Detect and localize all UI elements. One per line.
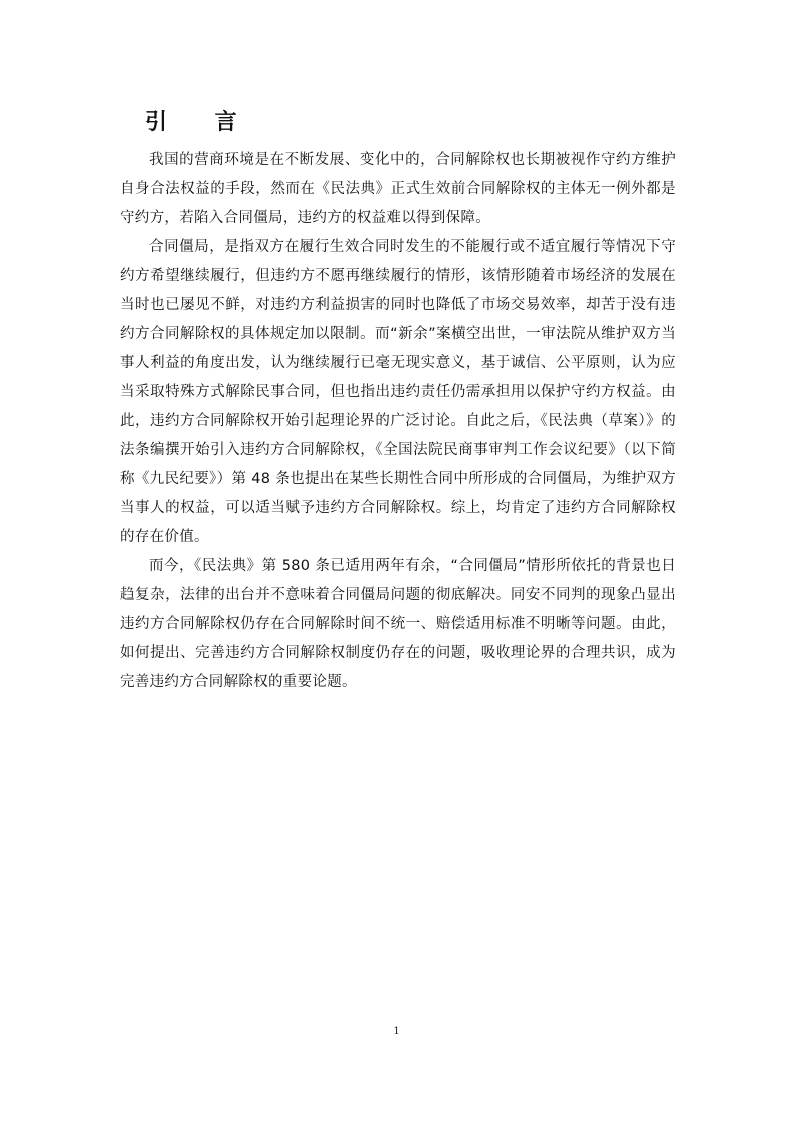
paragraph-2: 合同僵局，是指双方在履行生效合同时发生的不能履行或不适宜履行等情况下守约方希望继续履行，但违约方不愿再继续履行的情形，该情形随着市场经济的发展在当时也已屡见不鲜，对违约方利益损害的同时也降低了市场交易效率，却苦于没有违约方合同解除权的具体规定加以限制。而“新余”案横空出世，一审法院从维护双方当事人利益的角度出发，认为继续履行已毫无现实意义，基于诚信、公平原则，认为应当采取特殊方式解除民事合同，但也指出违约责任仍需承担用以保护守约方权益。由此，违约方合同解除权开始引起理论界的广泛讨论。自此之后，《民法典（草案）》的法条编撰开始引入违约方合同解除权，《全国法院民商事审判工作会议纪要》（以下简称《九民纪要》）第 48 条也提出在某些长期性合同中所形成的合同僵局，为维护双方当事人的权益，可以适当赋予违约方合同解除权。综上，均肯定了违约方合同解除权的存在价值。	[120, 239, 676, 545]
section-heading: 引 言	[145, 110, 257, 135]
body-text	[120, 146, 676, 697]
paragraph-1: 我国的营商环境是在不断发展、变化中的，合同解除权也长期被视作守约方维护自身合法权益的手段，然而在《民法典》正式生效前合同解除权的主体无一例外都是守约方，若陷入合同僵局，违约方的权益难以得到保障。	[120, 152, 676, 226]
paragraph-3: 而今，《民法典》第 580 条已适用两年有余，“合同僵局”情形所依托的背景也日趋复杂，法律的出台并不意味着合同僵局问题的彻底解决。同安不同判的现象凸显出违约方合同解除权仍存在合同解除时间不统一、赔偿适用标准不明晰等问题。由此，如何提出、完善违约方合同解除权制度仍存在的问题，吸收理论界的合理共识，成为完善违约方合同解除权的重要论题。	[120, 558, 676, 690]
page-number: 1	[393, 1026, 400, 1037]
